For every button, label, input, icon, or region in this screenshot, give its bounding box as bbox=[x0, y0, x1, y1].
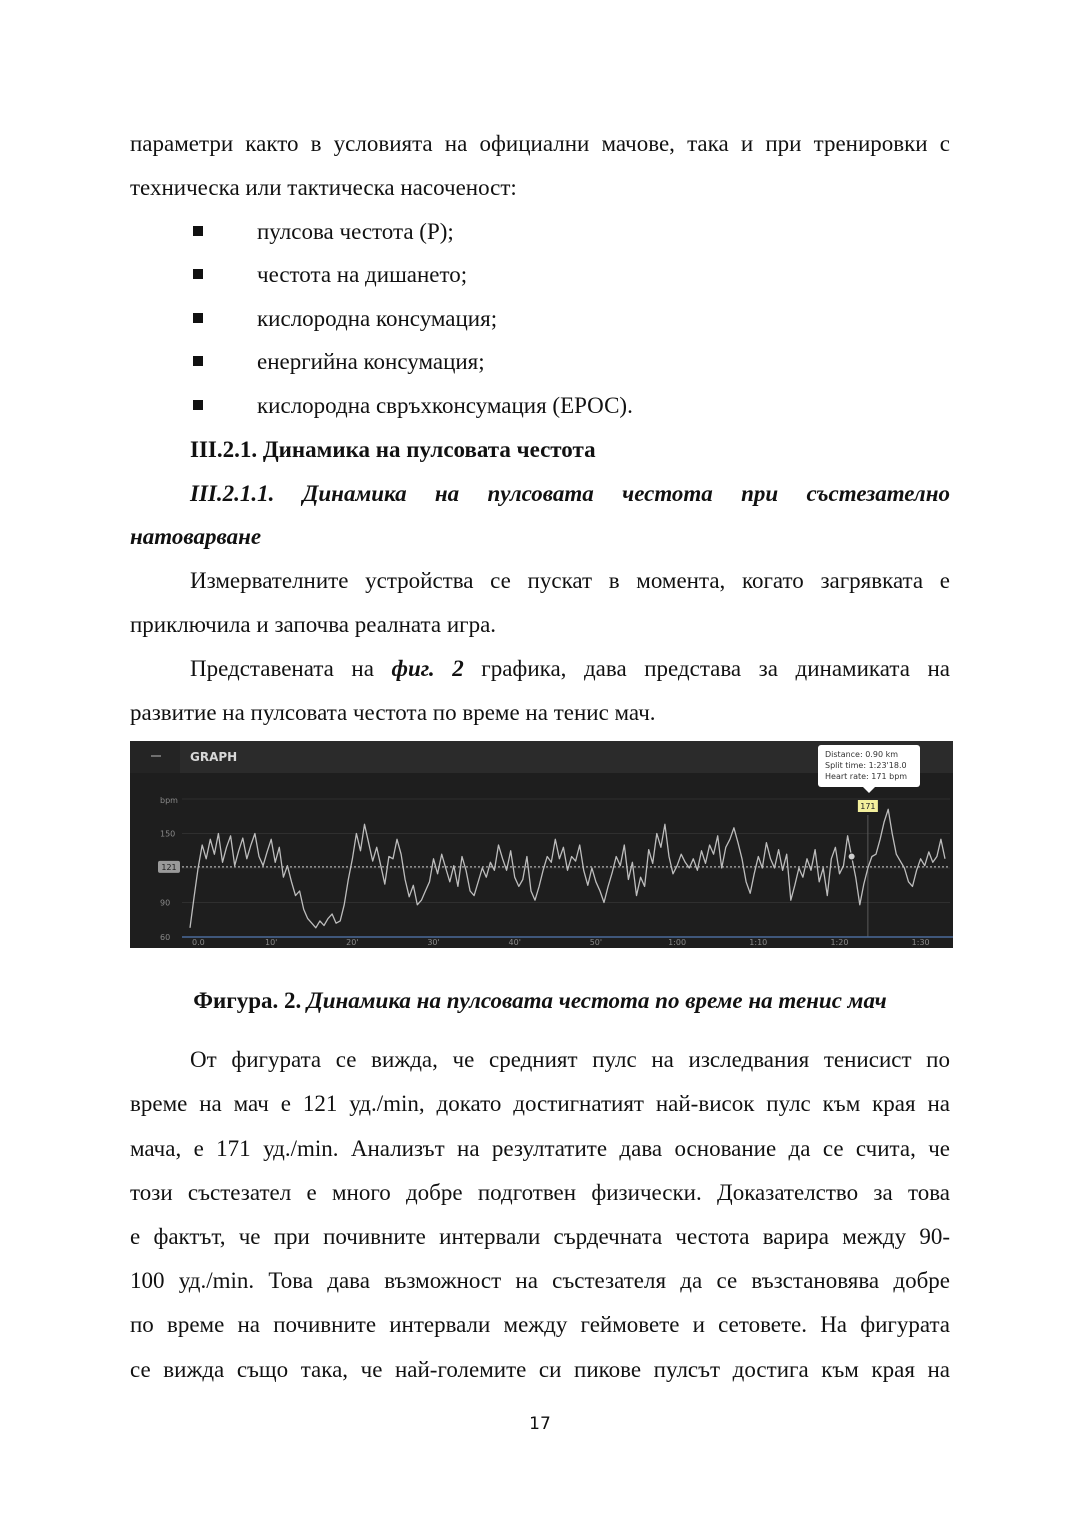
chart-tooltip bbox=[818, 745, 920, 793]
text-run: графика, дава представа за динамиката на bbox=[463, 656, 950, 681]
paragraph-line: От фигурата се вижда, че средният пулс на изследвания тенисист по bbox=[190, 1047, 950, 1072]
y-tick-label: 90 bbox=[160, 898, 171, 908]
bullet-item: енергийна консумация; bbox=[257, 349, 485, 374]
x-tick-label: 1:00 bbox=[668, 938, 687, 947]
paragraph-line: Измервателните устройства се пускат в момента, когато загрявката е bbox=[190, 568, 950, 593]
x-tick-label: 1:30 bbox=[911, 938, 930, 947]
paragraph-line: се вижда също така, че най-големите си пикове пулсът достига към края на bbox=[130, 1357, 950, 1382]
tooltip-split-time: Split time: 1:23'18.0 bbox=[825, 761, 907, 770]
peak-value-label: 171 bbox=[860, 802, 876, 811]
average-label: 121 bbox=[161, 862, 177, 872]
bullet-square-icon bbox=[193, 269, 203, 279]
paragraph-line: мача, е 171 уд./min. Анализът на резултатите дава основание да се счита, че bbox=[130, 1136, 950, 1161]
text-run: Представената на bbox=[190, 656, 392, 681]
paragraph-line: параметри както в условията на официални мачове, така и при тренировки с bbox=[130, 131, 950, 156]
section-heading: III.2.1. Динамика на пулсовата честота bbox=[190, 437, 596, 462]
y-tick-label: 60 bbox=[160, 933, 171, 942]
x-tick-label: 20' bbox=[346, 938, 359, 947]
paragraph-line: по време на почивните интервали между геймовете и сетовете. На фигурата bbox=[130, 1312, 950, 1337]
paragraph-line: приключила и започва реалната игра. bbox=[130, 612, 497, 637]
page-number: 17 bbox=[529, 1414, 551, 1434]
bullet-square-icon bbox=[193, 313, 203, 323]
tooltip-heart-rate: Heart rate: 171 bpm bbox=[825, 772, 908, 781]
y-tick-label: 150 bbox=[160, 829, 176, 839]
figure-caption bbox=[130, 979, 950, 1023]
bullet-item: честота на дишането; bbox=[257, 262, 468, 287]
x-tick-label: 10' bbox=[264, 938, 278, 947]
bullet-square-icon bbox=[193, 356, 203, 366]
bullet-square-icon bbox=[193, 400, 203, 410]
paragraph-line: този състезател е много добре подготвен физически. Доказателство за това bbox=[130, 1180, 950, 1205]
y-axis-label: bpm bbox=[160, 796, 178, 805]
x-tick-label: 1:20 bbox=[830, 938, 849, 947]
paragraph-line: време на мач е 121 уд./min, докато достигнатият най-висок пулс към края на bbox=[130, 1091, 950, 1116]
paragraph-line: 100 уд./min. Това дава възможност на състезателя да се възстановява добре bbox=[130, 1268, 950, 1293]
subsection-heading-cont: натоварване bbox=[130, 524, 262, 549]
paragraph-line bbox=[190, 647, 950, 691]
x-tick-label: 50' bbox=[589, 938, 603, 947]
tooltip-distance: Distance: 0.90 km bbox=[825, 750, 898, 759]
x-tick-label: 40' bbox=[508, 938, 521, 947]
bullet-item: кислородна консумация; bbox=[257, 306, 498, 331]
x-tick-label: 0.0 bbox=[192, 938, 205, 947]
caption-label: Фигура. 2. bbox=[193, 988, 302, 1013]
bullet-item: пулсова честота (Р); bbox=[257, 219, 454, 244]
caption-title: Динамика на пулсовата честота по време на тенис мач bbox=[307, 988, 887, 1013]
bullet-square-icon bbox=[193, 226, 203, 236]
collapse-button[interactable] bbox=[130, 741, 180, 773]
chart-title: GRAPH bbox=[190, 750, 238, 764]
series-marker[interactable] bbox=[848, 853, 855, 860]
paragraph-line: е фактът, че при почивните интервали сърдечната честота варира между 90- bbox=[130, 1224, 950, 1249]
paragraph-line: техническа или тактическа насоченост: bbox=[130, 175, 517, 200]
bullet-item: кислородна свръхконсумация (ЕРОС). bbox=[257, 393, 633, 418]
paragraph-line: развитие на пулсовата честота по време на тенис мач. bbox=[130, 700, 656, 725]
figure-reference: фиг. 2 bbox=[391, 656, 464, 681]
heart-rate-chart bbox=[130, 741, 953, 948]
heart-rate-figure bbox=[130, 741, 953, 948]
x-tick-label: 1:10 bbox=[749, 938, 768, 947]
subsection-heading: III.2.1.1. Динамика на пулсовата честота при състезателно bbox=[190, 481, 950, 506]
x-tick-label: 30' bbox=[427, 938, 440, 947]
